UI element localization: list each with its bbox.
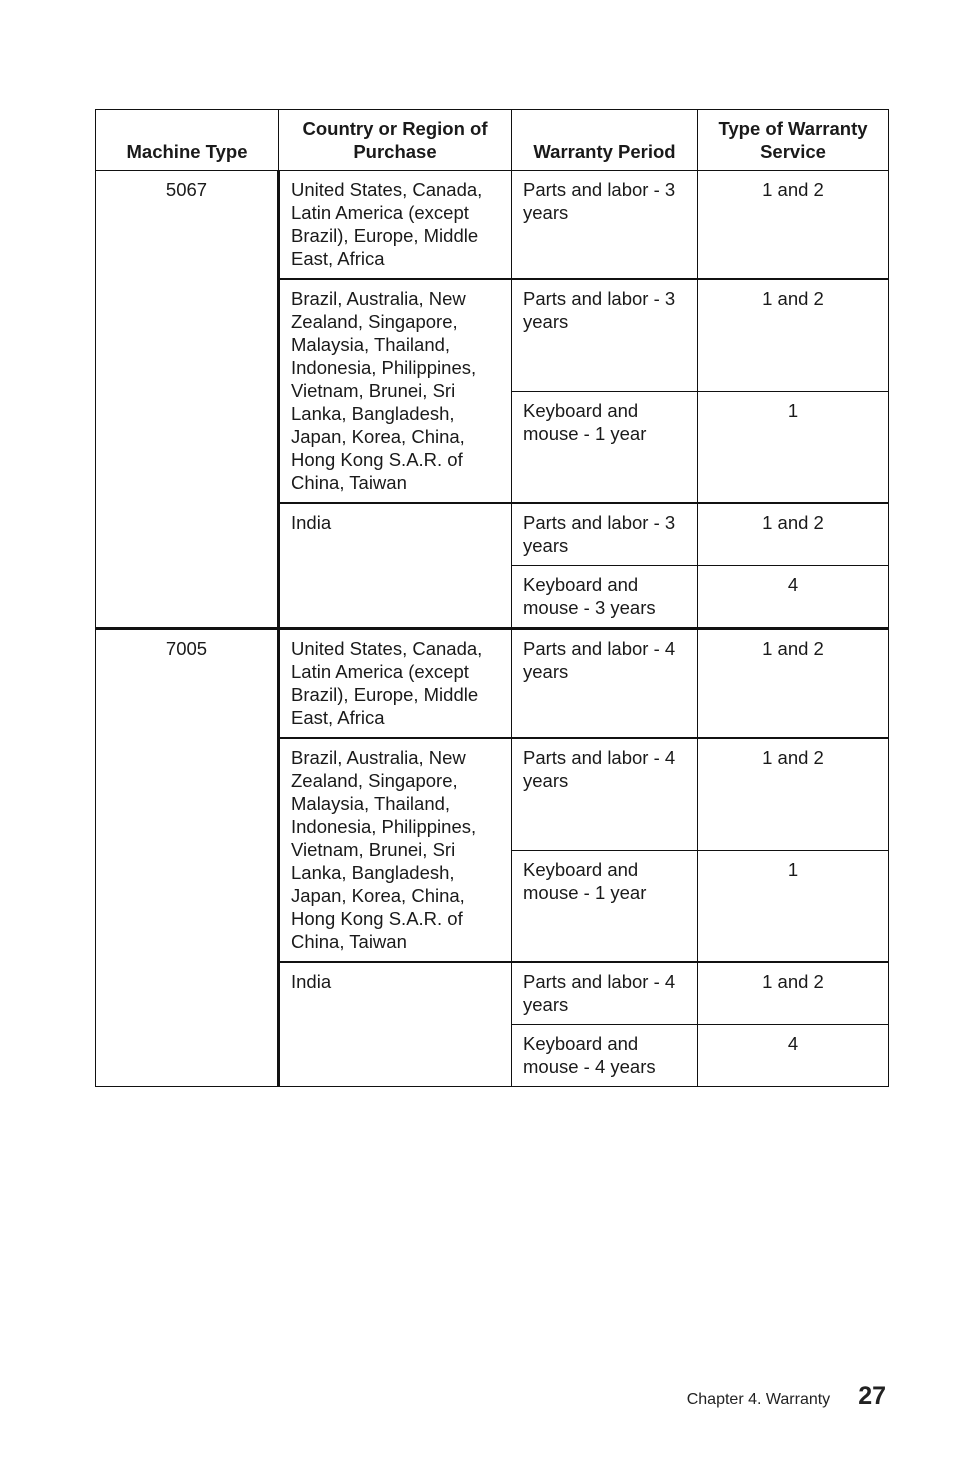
warranty-table (95, 109, 889, 1087)
country-cell: Brazil, Australia, New Zealand, Singapore, Malaysia, Thailand, Indonesia, Philippines, Vietnam, Brunei, Sri Lanka, Bangladesh, Japan, Korea, China, Hong Kong S.A.R. of China, Taiwan (279, 279, 512, 503)
service-cell: 4 (698, 1025, 889, 1087)
header-warranty-period: Warranty Period (512, 110, 698, 171)
table-header (96, 110, 889, 171)
period-cell: Parts and labor - 3 years (512, 503, 698, 566)
country-cell: India (279, 503, 512, 629)
page-footer (687, 1382, 886, 1411)
machine-group-7005 (96, 629, 889, 1087)
period-cell: Parts and labor - 3 years (512, 279, 698, 391)
service-cell: 1 and 2 (698, 629, 889, 739)
table-row (96, 171, 889, 280)
header-warranty-service: Type of Warranty Service (698, 110, 889, 171)
period-cell: Keyboard and mouse - 3 years (512, 566, 698, 629)
page-number: 27 (858, 1382, 886, 1410)
table-row (96, 629, 889, 739)
period-cell: Parts and labor - 3 years (512, 171, 698, 280)
period-cell: Parts and labor - 4 years (512, 962, 698, 1025)
machine-group-5067 (96, 171, 889, 629)
service-cell: 1 and 2 (698, 503, 889, 566)
country-cell: United States, Canada, Latin America (except Brazil), Europe, Middle East, Africa (279, 171, 512, 280)
period-cell: Keyboard and mouse - 4 years (512, 1025, 698, 1087)
country-cell: United States, Canada, Latin America (except Brazil), Europe, Middle East, Africa (279, 629, 512, 739)
country-cell: India (279, 962, 512, 1087)
service-cell: 1 and 2 (698, 279, 889, 391)
service-cell: 1 (698, 391, 889, 503)
period-cell: Parts and labor - 4 years (512, 629, 698, 739)
machine-type-cell: 7005 (96, 629, 279, 1087)
chapter-title: Chapter 4. Warranty (686, 1391, 831, 1408)
service-cell: 4 (698, 566, 889, 629)
service-cell: 1 and 2 (698, 738, 889, 850)
service-cell: 1 (698, 850, 889, 962)
header-machine-type: Machine Type (96, 110, 279, 171)
service-cell: 1 and 2 (698, 171, 889, 280)
period-cell: Keyboard and mouse - 1 year (512, 850, 698, 962)
machine-type-cell: 5067 (96, 171, 279, 629)
service-cell: 1 and 2 (698, 962, 889, 1025)
header-row (96, 110, 889, 171)
period-cell: Parts and labor - 4 years (512, 738, 698, 850)
period-cell: Keyboard and mouse - 1 year (512, 391, 698, 503)
country-cell: Brazil, Australia, New Zealand, Singapore, Malaysia, Thailand, Indonesia, Philippines, Vietnam, Brunei, Sri Lanka, Bangladesh, Japan, Korea, China, Hong Kong S.A.R. of China, Taiwan (279, 738, 512, 962)
header-country: Country or Region of Purchase (279, 110, 512, 171)
